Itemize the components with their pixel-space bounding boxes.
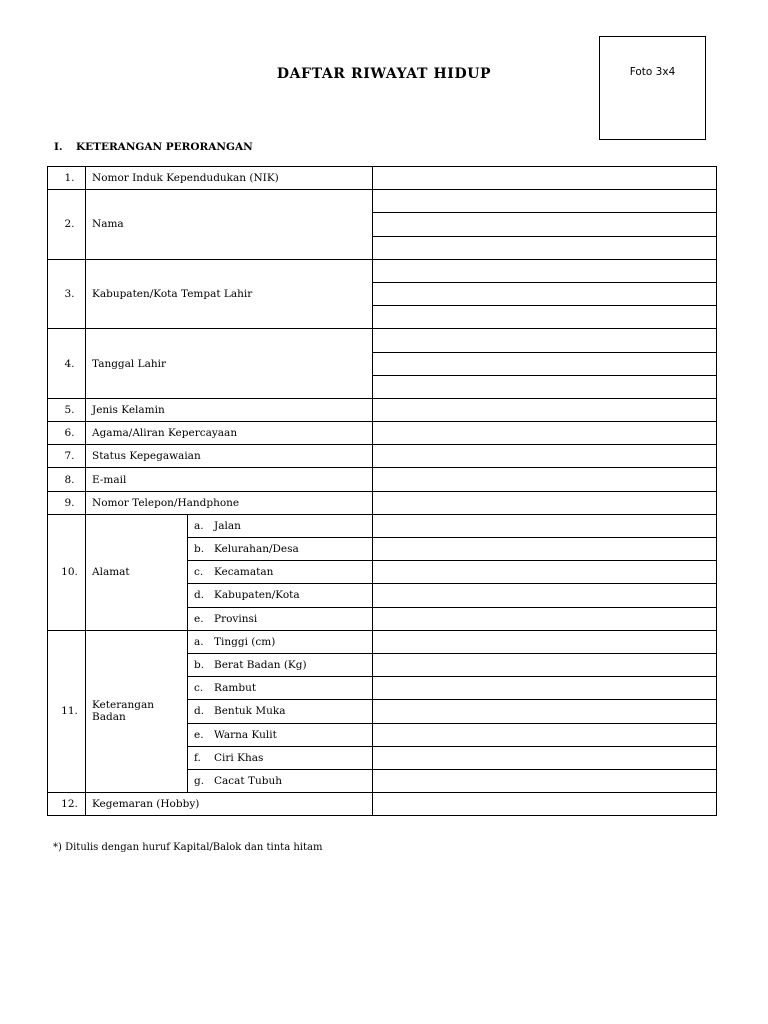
table-row (48, 422, 717, 445)
provinsi-field[interactable] (373, 607, 717, 630)
table-row (48, 491, 717, 514)
field-label-jenis-kelamin: Jenis Kelamin (86, 398, 373, 421)
nama-field-line-2[interactable] (373, 213, 717, 236)
table-row (48, 445, 717, 468)
tanggal-lahir-field-line-1[interactable] (373, 329, 717, 352)
personal-info-table (47, 166, 717, 816)
sub-label-warna-kulit: e. Warna Kulit (188, 723, 373, 746)
hobby-field[interactable] (373, 793, 717, 816)
section-title: KETERANGAN PERORANGAN (76, 141, 253, 153)
document-title: DAFTAR RIWAYAT HIDUP (276, 66, 492, 82)
field-label-tempat-lahir: Kabupaten/Kota Tempat Lahir (86, 259, 373, 329)
table-row (48, 514, 717, 537)
kelurahan-field[interactable] (373, 538, 717, 561)
row-number: 11. (48, 630, 86, 792)
agama-field[interactable] (373, 422, 717, 445)
table-row (48, 793, 717, 816)
tempat-lahir-field-line-2[interactable] (373, 282, 717, 305)
row-number: 3. (48, 259, 86, 329)
sub-label-provinsi: e. Provinsi (188, 607, 373, 630)
bentuk-muka-field[interactable] (373, 700, 717, 723)
status-kepegawaian-field[interactable] (373, 445, 717, 468)
footnote: *) Ditulis dengan huruf Kapital/Balok dan tinta hitam (53, 842, 323, 853)
nik-field[interactable] (373, 167, 717, 190)
section-number: I. (54, 141, 63, 153)
tanggal-lahir-field-line-2[interactable] (373, 352, 717, 375)
row-number: 4. (48, 329, 86, 399)
row-number: 12. (48, 793, 86, 816)
table-row (48, 398, 717, 421)
field-label-keterangan-badan: Keterangan Badan (86, 630, 188, 792)
table-row (48, 259, 717, 282)
cacat-tubuh-field[interactable] (373, 769, 717, 792)
row-number: 7. (48, 445, 86, 468)
sub-label-ciri-khas: f. Ciri Khas (188, 746, 373, 769)
ciri-khas-field[interactable] (373, 746, 717, 769)
sub-label-kecamatan: c. Kecamatan (188, 561, 373, 584)
row-number: 9. (48, 491, 86, 514)
tinggi-field[interactable] (373, 630, 717, 653)
sub-label-kelurahan: b. Kelurahan/Desa (188, 538, 373, 561)
tanggal-lahir-field-line-3[interactable] (373, 375, 717, 398)
row-number: 2. (48, 190, 86, 260)
sub-label-berat: b. Berat Badan (Kg) (188, 653, 373, 676)
rambut-field[interactable] (373, 677, 717, 700)
sub-label-kabupaten: d. Kabupaten/Kota (188, 584, 373, 607)
kecamatan-field[interactable] (373, 561, 717, 584)
section-heading (54, 141, 253, 153)
warna-kulit-field[interactable] (373, 723, 717, 746)
field-label-status-kepegawaian: Status Kepegawaian (86, 445, 373, 468)
nama-field-line-3[interactable] (373, 236, 717, 259)
field-label-email: E-mail (86, 468, 373, 491)
sub-label-rambut: c. Rambut (188, 677, 373, 700)
sub-label-jalan: a. Jalan (188, 514, 373, 537)
photo-label: Foto 3x4 (629, 66, 676, 78)
jalan-field[interactable] (373, 514, 717, 537)
sub-label-bentuk-muka: d. Bentuk Muka (188, 700, 373, 723)
row-number: 8. (48, 468, 86, 491)
kabupaten-field[interactable] (373, 584, 717, 607)
field-label-telepon: Nomor Telepon/Handphone (86, 491, 373, 514)
field-label-tanggal-lahir: Tanggal Lahir (86, 329, 373, 399)
tempat-lahir-field-line-3[interactable] (373, 306, 717, 329)
table-row (48, 190, 717, 213)
table-row (48, 167, 717, 190)
field-label-nik: Nomor Induk Kependudukan (NIK) (86, 167, 373, 190)
tempat-lahir-field-line-1[interactable] (373, 259, 717, 282)
row-number: 1. (48, 167, 86, 190)
field-label-alamat: Alamat (86, 514, 188, 630)
berat-field[interactable] (373, 653, 717, 676)
photo-placeholder (599, 36, 706, 140)
sub-label-tinggi: a. Tinggi (cm) (188, 630, 373, 653)
jenis-kelamin-field[interactable] (373, 398, 717, 421)
row-number: 10. (48, 514, 86, 630)
field-label-agama: Agama/Aliran Kepercayaan (86, 422, 373, 445)
field-label-nama: Nama (86, 190, 373, 260)
row-number: 5. (48, 398, 86, 421)
nama-field-line-1[interactable] (373, 190, 717, 213)
field-label-hobby: Kegemaran (Hobby) (86, 793, 373, 816)
table-row (48, 630, 717, 653)
table-row (48, 468, 717, 491)
sub-label-cacat-tubuh: g. Cacat Tubuh (188, 769, 373, 792)
table-row (48, 329, 717, 352)
email-field[interactable] (373, 468, 717, 491)
row-number: 6. (48, 422, 86, 445)
telepon-field[interactable] (373, 491, 717, 514)
